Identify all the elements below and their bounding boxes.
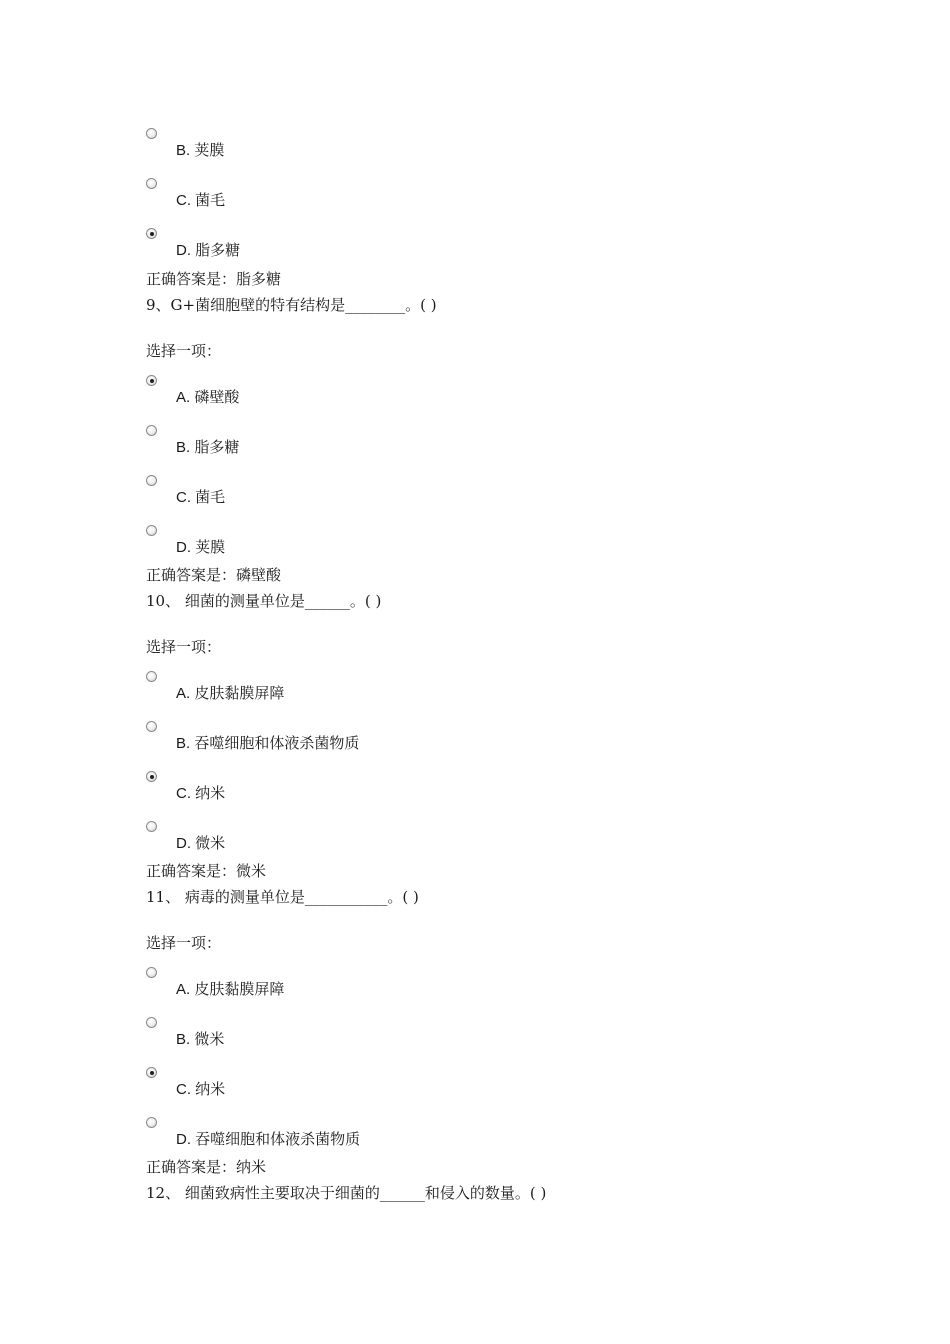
q11-option-b[interactable] <box>0 1017 700 1057</box>
q11-prompt: 选择一项： <box>146 934 222 952</box>
option-label: C. 菌毛 <box>176 489 226 506</box>
radio-button[interactable] <box>146 475 157 486</box>
option-label: B. 脂多糖 <box>176 439 240 456</box>
q10-stem: 10、 细菌的测量单位是______。( ) <box>146 592 382 610</box>
q9-option-a[interactable] <box>0 375 700 415</box>
radio-button[interactable] <box>146 178 157 189</box>
radio-button[interactable] <box>146 967 157 978</box>
q10-option-d[interactable] <box>0 821 700 861</box>
radio-button[interactable] <box>146 671 157 682</box>
radio-button-selected[interactable] <box>146 375 157 386</box>
q9-option-b[interactable] <box>0 425 700 465</box>
radio-button[interactable] <box>146 821 157 832</box>
radio-button[interactable] <box>146 525 157 536</box>
q8-option-b[interactable] <box>0 128 700 168</box>
option-label: A. 皮肤黏膜屏障 <box>176 685 285 702</box>
radio-button-selected[interactable] <box>146 1067 157 1078</box>
q9-correct-answer: 正确答案是：磷壁酸 <box>146 566 282 584</box>
radio-button[interactable] <box>146 128 157 139</box>
option-label: D. 吞噬细胞和体液杀菌物质 <box>176 1131 361 1148</box>
option-label: D. 荚膜 <box>176 539 226 556</box>
option-label: D. 微米 <box>176 835 226 852</box>
q9-prompt: 选择一项： <box>146 342 222 360</box>
option-label: B. 吞噬细胞和体液杀菌物质 <box>176 735 360 752</box>
q10-option-c[interactable] <box>0 771 700 811</box>
q8-option-c[interactable] <box>0 178 700 218</box>
option-label: C. 菌毛 <box>176 192 226 209</box>
q11-option-c[interactable] <box>0 1067 700 1107</box>
option-label: B. 微米 <box>176 1031 225 1048</box>
q10-prompt: 选择一项： <box>146 638 222 656</box>
q12-stem: 12、 细菌致病性主要取决于细菌的______和侵入的数量。( ) <box>146 1184 547 1202</box>
radio-button[interactable] <box>146 721 157 732</box>
option-label: C. 纳米 <box>176 1081 226 1098</box>
q9-stem: 9、G+菌细胞壁的特有结构是________。( ) <box>146 296 437 314</box>
radio-button[interactable] <box>146 1117 157 1128</box>
q10-option-a[interactable] <box>0 671 700 711</box>
q10-option-b[interactable] <box>0 721 700 761</box>
q8-correct-answer: 正确答案是：脂多糖 <box>146 270 282 288</box>
q11-option-d[interactable] <box>0 1117 700 1157</box>
radio-button-selected[interactable] <box>146 771 157 782</box>
option-label: A. 皮肤黏膜屏障 <box>176 981 285 998</box>
radio-button-selected[interactable] <box>146 228 157 239</box>
option-label: A. 磷壁酸 <box>176 389 240 406</box>
q11-correct-answer: 正确答案是：纳米 <box>146 1158 267 1176</box>
q10-correct-answer: 正确答案是：微米 <box>146 862 267 880</box>
q8-option-d[interactable] <box>0 228 700 268</box>
option-label: D. 脂多糖 <box>176 242 241 259</box>
radio-button[interactable] <box>146 1017 157 1028</box>
q9-option-d[interactable] <box>0 525 700 565</box>
q9-option-c[interactable] <box>0 475 700 515</box>
q11-stem: 11、 病毒的测量单位是___________。( ) <box>146 888 419 906</box>
radio-button[interactable] <box>146 425 157 436</box>
q11-option-a[interactable] <box>0 967 700 1007</box>
option-label: C. 纳米 <box>176 785 226 802</box>
option-label: B. 荚膜 <box>176 142 225 159</box>
